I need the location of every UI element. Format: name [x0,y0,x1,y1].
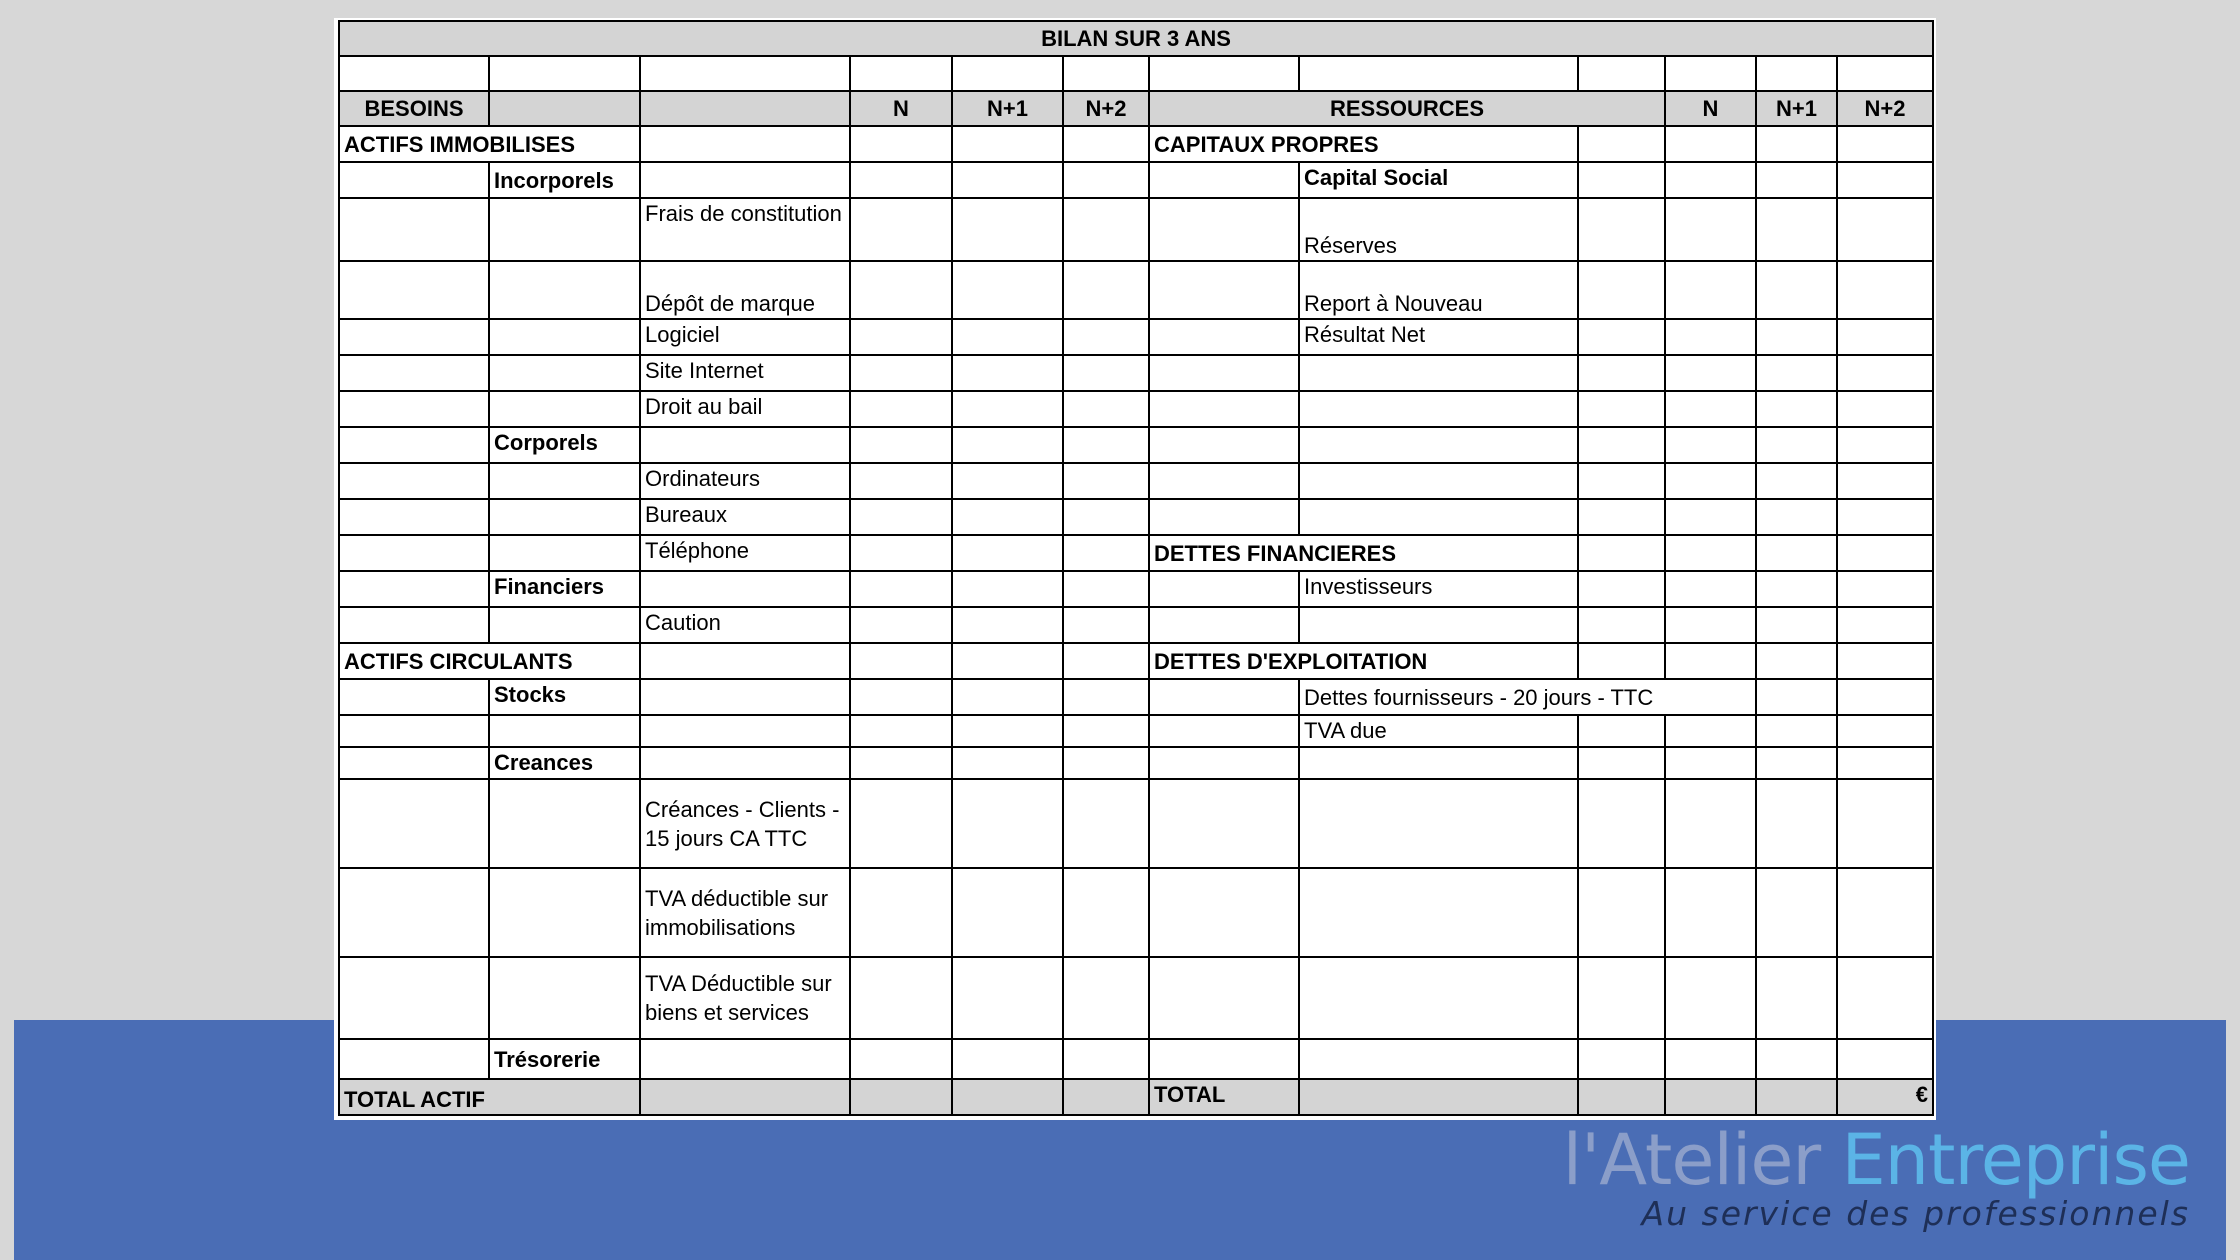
besoins-header: BESOINS [339,91,489,126]
title-row [339,21,1933,56]
section-dettes-exploitation: DETTES D'EXPLOITATION [1149,643,1578,679]
table-row [339,463,1933,499]
item-report-nouveau: Report à Nouveau [1299,261,1578,319]
item-ordinateurs: Ordinateurs [640,463,850,499]
col-n2-right: N+2 [1837,91,1933,126]
table-row [339,1039,1933,1079]
col-n-left: N [850,91,952,126]
table-row [339,957,1933,1039]
section-actifs-immobilises: ACTIFS IMMOBILISES [339,126,640,162]
table-title: BILAN SUR 3 ANS [339,21,1933,56]
table-row [339,198,1933,261]
table-row [339,571,1933,607]
table-row [339,162,1933,198]
item-caution: Caution [640,607,850,643]
brand-tagline: Au service des professionnels [1641,1194,2190,1233]
group-creances: Creances [489,747,640,779]
item-investisseurs: Investisseurs [1299,571,1578,607]
table-row [339,319,1933,355]
group-stocks: Stocks [489,679,640,715]
item-telephone: Téléphone [640,535,850,571]
total-actif-label: TOTAL ACTIF [339,1079,640,1115]
group-tresorerie: Trésorerie [489,1039,640,1079]
col-n-right: N [1665,91,1756,126]
group-corporels: Corporels [489,427,640,463]
table-row [339,747,1933,779]
item-capital-social: Capital Social [1299,162,1578,198]
section-dettes-financieres: DETTES FINANCIERES [1149,535,1578,571]
table-row [339,391,1933,427]
brand-logo [1563,1120,2190,1233]
table-row [339,126,1933,162]
group-incorporels: Incorporels [489,162,640,198]
item-logiciel: Logiciel [640,319,850,355]
table-row [339,499,1933,535]
table-row [339,779,1933,868]
item-tva-immobilisations: TVA déductible sur immobilisations [640,868,850,957]
brand-name-part2: Entreprise [1841,1119,2190,1201]
col-n2-left: N+2 [1063,91,1149,126]
item-bureaux: Bureaux [640,499,850,535]
col-n1-left: N+1 [952,91,1063,126]
balance-sheet [334,18,1936,1120]
table-row [339,355,1933,391]
bilan-table [338,20,1934,1116]
table-row [339,535,1933,571]
ressources-header: RESSOURCES [1149,91,1665,126]
total-passif-label: TOTAL [1149,1079,1299,1115]
total-row [339,1079,1933,1115]
item-resultat-net: Résultat Net [1299,319,1578,355]
item-dettes-fournisseurs: Dettes fournisseurs - 20 jours - TTC [1299,679,1756,715]
table-row [339,261,1933,319]
section-actifs-circulants: ACTIFS CIRCULANTS [339,643,640,679]
item-tva-biens-services: TVA Déductible sur biens et services [640,957,850,1039]
brand-name-part1: l'Atelier [1562,1119,1821,1201]
item-site-internet: Site Internet [640,355,850,391]
table-row [339,679,1933,715]
total-currency: € [1837,1079,1933,1115]
group-financiers: Financiers [489,571,640,607]
item-tva-due: TVA due [1299,715,1578,747]
empty-row [339,56,1933,91]
col-n1-right: N+1 [1756,91,1837,126]
table-row [339,868,1933,957]
table-row [339,607,1933,643]
item-creances-clients: Créances - Clients - 15 jours CA TTC [640,779,850,868]
item-reserves: Réserves [1299,198,1578,261]
table-row [339,715,1933,747]
table-row [339,427,1933,463]
item-frais-constitution: Frais de constitution [640,198,850,261]
brand-name [1563,1120,2190,1200]
item-depot-marque: Dépôt de marque [640,261,850,319]
table-row [339,643,1933,679]
header-row [339,91,1933,126]
section-capitaux-propres: CAPITAUX PROPRES [1149,126,1578,162]
item-droit-bail: Droit au bail [640,391,850,427]
